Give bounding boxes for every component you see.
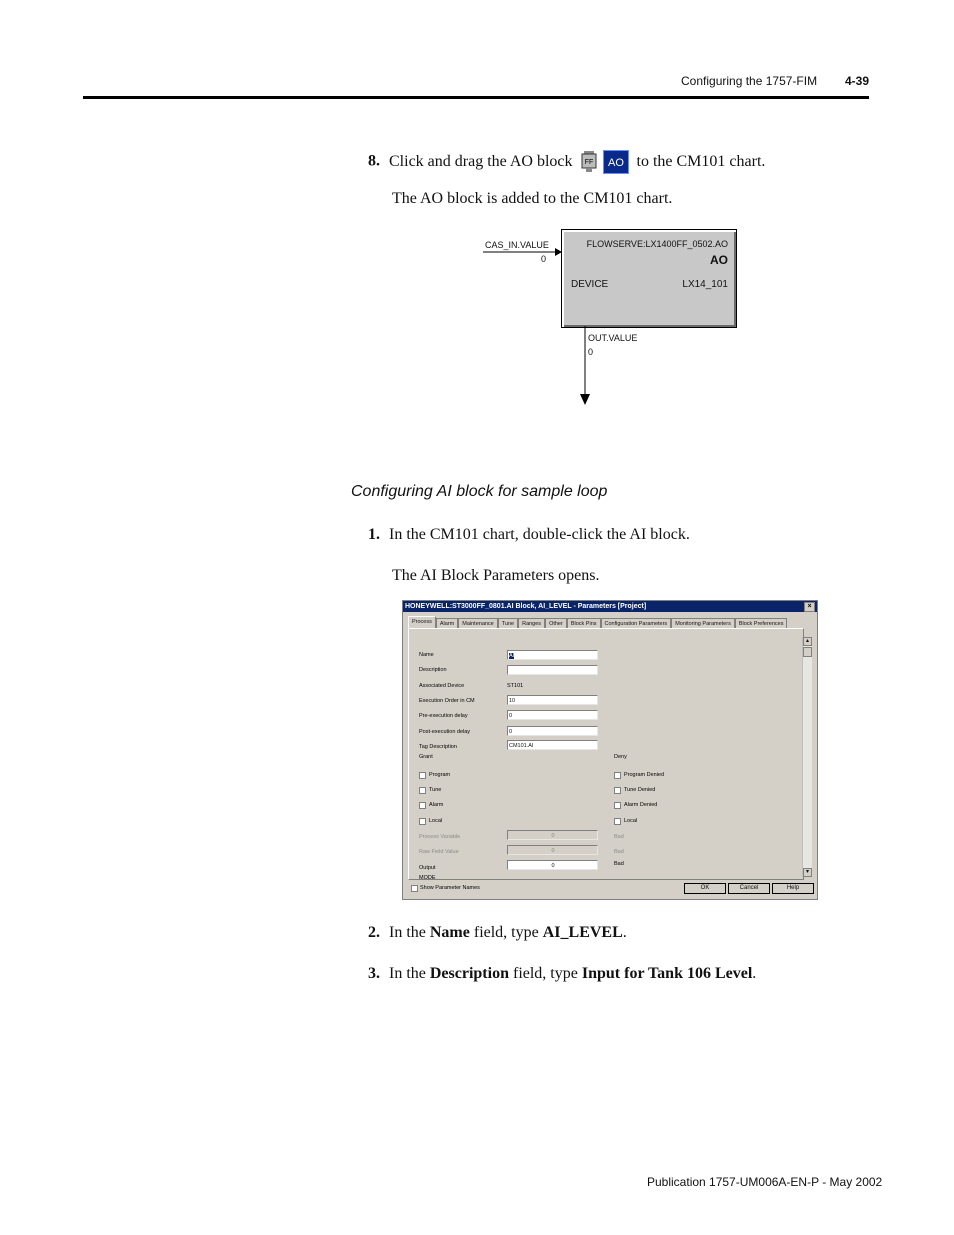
step-text-mid: field, type xyxy=(512,965,578,982)
tune-denied-label: Tune Denied xyxy=(624,787,656,793)
program-checkbox[interactable] xyxy=(419,772,426,779)
step-text-after: to the CM101 chart. xyxy=(636,152,766,170)
input-value: 0 xyxy=(541,254,547,264)
program-label: Program xyxy=(429,772,451,778)
step-1-result: The AI Block Parameters opens. xyxy=(392,567,600,584)
post-execution-label: Post-execution delay xyxy=(419,729,471,735)
process-variable-label: Process Variable xyxy=(419,834,461,840)
ok-button[interactable]: OK xyxy=(684,883,726,894)
local-denied-checkbox[interactable] xyxy=(614,818,621,825)
execution-order-field[interactable]: 10 xyxy=(507,695,598,705)
dialog-title-bar xyxy=(403,601,817,612)
ff-block-icon xyxy=(581,151,597,173)
tag-description-field[interactable]: CM101.AI xyxy=(507,740,598,750)
tab-configuration-parameters[interactable]: Configuration Parameters xyxy=(601,618,672,629)
pre-execution-field[interactable]: 0 xyxy=(507,710,598,720)
block-tag: FLOWSERVE:LX1400FF_0502.AO xyxy=(586,239,728,249)
step-period: . xyxy=(752,965,757,982)
ao-block-icon xyxy=(603,150,629,174)
tab-process[interactable]: Process xyxy=(408,616,436,629)
close-icon[interactable]: × xyxy=(804,602,815,612)
output-field[interactable]: 0 xyxy=(507,860,598,870)
page-number: 4-39 xyxy=(845,74,870,88)
local-denied-label: Local xyxy=(624,818,638,824)
scroll-thumb[interactable] xyxy=(803,647,812,657)
tab-maintenance[interactable]: Maintenance xyxy=(458,618,498,629)
step-1 xyxy=(368,526,690,544)
step-number: 8. xyxy=(368,152,380,170)
alarm-denied-checkbox[interactable] xyxy=(614,802,621,809)
ff-icon-label: FF xyxy=(584,159,593,166)
step-number: 1. xyxy=(368,526,380,543)
output-value: 0 xyxy=(588,347,594,357)
ao-function-block[interactable] xyxy=(561,229,737,328)
tune-label: Tune xyxy=(429,787,442,793)
step-period: . xyxy=(622,924,627,941)
field-name: Name xyxy=(429,924,470,941)
input-arrow xyxy=(483,248,563,258)
process-variable-field: 0 xyxy=(507,830,598,840)
tab-block-preferences[interactable]: Block Preferences xyxy=(735,618,788,629)
step-8 xyxy=(368,150,765,174)
publication-footer: Publication 1757-UM006A-EN-P - May 2002 xyxy=(647,1175,883,1189)
output-status: Bad xyxy=(614,861,624,867)
step-text: In the CM101 chart, double-click the AI block. xyxy=(389,526,690,543)
section-heading: Configuring AI block for sample loop xyxy=(351,483,608,500)
raw-field-value-label: Raw Field Value xyxy=(419,849,459,855)
output-label: Output xyxy=(419,865,436,871)
alarm-label: Alarm xyxy=(429,802,444,808)
running-header: Configuring the 1757-FIM xyxy=(681,74,818,88)
header-rule xyxy=(83,96,869,99)
program-denied-checkbox[interactable] xyxy=(614,772,621,779)
step-number: 3. xyxy=(368,965,380,982)
associated-device-label: Associated Device xyxy=(419,683,465,689)
step-text-mid: field, type xyxy=(473,924,539,941)
step-text-pre: In the xyxy=(389,965,426,982)
name-field[interactable] xyxy=(507,650,598,660)
description-label: Description xyxy=(419,667,447,673)
tag-description-label: Tag Description xyxy=(419,744,457,750)
step-3 xyxy=(368,965,756,983)
post-execution-field[interactable]: 0 xyxy=(507,726,598,736)
tab-other[interactable]: Other xyxy=(545,618,567,629)
step-text-pre: In the xyxy=(389,924,426,941)
input-label: CAS_IN.VALUE xyxy=(485,240,549,250)
alarm-denied-label: Alarm Denied xyxy=(624,802,658,808)
name-field-value: AI xyxy=(509,653,515,659)
alarm-checkbox[interactable] xyxy=(419,802,426,809)
show-parameter-names-label: Show Parameter Names xyxy=(420,885,480,891)
mode-label: MODE xyxy=(419,875,436,879)
tab-strip xyxy=(408,616,787,628)
step-number: 2. xyxy=(368,924,380,941)
raw-field-value-status: Bad xyxy=(614,849,624,855)
associated-device-value: ST101 xyxy=(507,683,524,689)
show-parameter-names-checkbox[interactable] xyxy=(411,885,418,892)
tab-block-pins[interactable]: Block Pins xyxy=(567,618,601,629)
local-checkbox[interactable] xyxy=(419,818,426,825)
vertical-scrollbar[interactable] xyxy=(802,637,812,877)
step-8-result: The AO block is added to the CM101 chart. xyxy=(392,190,673,207)
process-variable-status: Bad xyxy=(614,834,624,840)
typed-value: AI_LEVEL xyxy=(542,924,623,941)
tab-monitoring-parameters[interactable]: Monitoring Parameters xyxy=(671,618,735,629)
cancel-button[interactable]: Cancel xyxy=(728,883,770,894)
ai-block-parameters-dialog xyxy=(402,600,818,900)
grant-label: Grant xyxy=(419,754,433,760)
field-name: Description xyxy=(429,965,509,982)
block-type: AO xyxy=(710,253,728,267)
device-value: LX14_101 xyxy=(682,279,728,290)
process-tab-panel xyxy=(408,628,804,880)
tune-checkbox[interactable] xyxy=(419,787,426,794)
tab-ranges[interactable]: Ranges xyxy=(518,618,545,629)
tune-denied-checkbox[interactable] xyxy=(614,787,621,794)
execution-order-label: Execution Order in CM xyxy=(419,698,475,704)
name-label: Name xyxy=(419,652,434,658)
tab-tune[interactable]: Tune xyxy=(498,618,518,629)
description-field[interactable] xyxy=(507,665,598,675)
step-2 xyxy=(368,924,627,942)
ao-icon-label: AO xyxy=(607,157,624,169)
scroll-down-icon[interactable]: ▾ xyxy=(803,868,812,877)
pre-execution-label: Pre-execution delay xyxy=(419,713,468,719)
output-arrow xyxy=(579,326,594,406)
program-denied-label: Program Denied xyxy=(624,772,665,778)
device-label: DEVICE xyxy=(571,279,609,290)
raw-field-value-field: 0 xyxy=(507,845,598,855)
local-label: Local xyxy=(429,818,443,824)
typed-value: Input for Tank 106 Level xyxy=(581,965,753,982)
step-text: Click and drag the AO block xyxy=(389,152,573,170)
dialog-title: HONEYWELL:ST3000FF_0801.AI Block, AI_LEVEL - Parameters [Project] xyxy=(405,603,647,610)
scroll-up-icon[interactable]: ▴ xyxy=(803,637,812,646)
deny-label: Deny xyxy=(614,754,627,760)
output-label: OUT.VALUE xyxy=(588,333,638,343)
help-button[interactable]: Help xyxy=(772,883,814,894)
tab-alarm[interactable]: Alarm xyxy=(436,618,458,629)
